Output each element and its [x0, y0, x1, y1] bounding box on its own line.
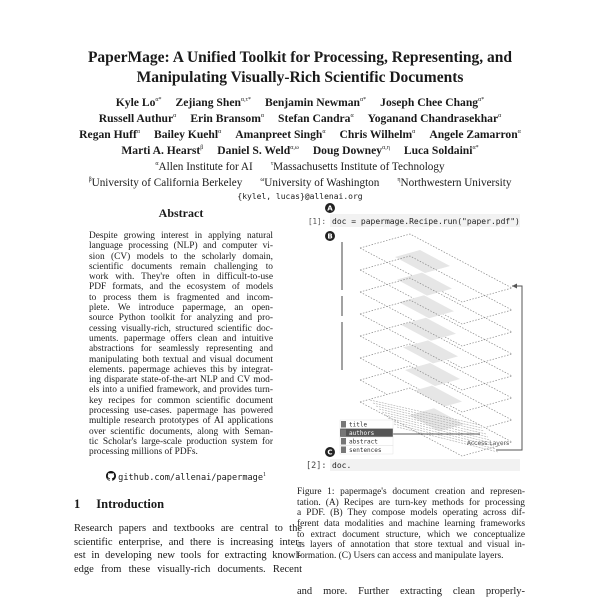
- property-icon: [341, 438, 346, 445]
- author-affiliation-mark: α: [517, 129, 521, 135]
- affiliations: [0, 159, 600, 191]
- author: [313, 144, 390, 157]
- property-icon: [341, 421, 346, 428]
- text-line: Figure 1: papermage's document creation and represen-: [297, 487, 525, 497]
- layer-box: [401, 318, 456, 341]
- text-line: tic Scholar's large-scale production system for: [89, 436, 273, 447]
- text-line: multiple research prototypes of AI applications: [89, 416, 273, 427]
- menu-item-label[interactable]: sentences: [349, 447, 382, 454]
- text-line: plete. We introduce papermage, an open-: [89, 303, 273, 314]
- layer-box: [395, 250, 450, 273]
- author: [99, 112, 177, 125]
- author-name: Joseph Chee Chang: [380, 96, 479, 109]
- github-icon: [106, 471, 116, 481]
- affiliation-mark: β: [88, 177, 92, 183]
- affiliation-name: Northwestern University: [400, 177, 512, 189]
- figure-caption: [297, 487, 525, 562]
- section-number: 1: [74, 497, 81, 511]
- text-line: source Python toolkit for analyzing and pro-: [89, 313, 273, 324]
- text-line: processing use-cases. papermage has powered: [89, 406, 273, 417]
- code-line-2: doc.: [332, 461, 352, 470]
- abstract-heading: Abstract: [158, 206, 204, 220]
- text-line: els into a unified framework, and provides turn-: [89, 385, 273, 396]
- text-line: to process them is fragmented and incom-: [89, 292, 273, 303]
- text-line: a PDF. (B) They compose models operating across dif-: [297, 508, 525, 519]
- author-affiliation-mark: α*: [478, 97, 485, 103]
- author: [154, 128, 221, 141]
- author: [190, 112, 264, 125]
- affiliation-mark: τ: [270, 161, 274, 167]
- author: [79, 128, 140, 141]
- text-line: manipulating both textual and visual document: [89, 354, 273, 365]
- author-line: [0, 95, 600, 111]
- layer-box: [399, 295, 454, 318]
- affiliation-mark: α: [155, 161, 159, 167]
- text-line: uments. papermage offers clean and intuitive: [89, 333, 273, 344]
- author-name: Erin Bransom: [190, 112, 261, 125]
- affiliation-mark: η: [397, 177, 401, 183]
- author: [380, 96, 484, 109]
- author-list: [0, 95, 600, 159]
- author-affiliation-mark: α: [136, 129, 140, 135]
- author-name: Kyle Lo: [115, 96, 156, 109]
- text-line: Despite growing interest in applying natural: [89, 231, 273, 241]
- property-icon: [341, 447, 346, 454]
- affiliation: [155, 161, 252, 173]
- label-c: C: [327, 448, 333, 457]
- right-body: [297, 585, 525, 599]
- affiliation: [271, 161, 445, 173]
- author-line: [0, 127, 600, 143]
- author-name: Benjamin Newman: [264, 96, 360, 109]
- author-name: Russell Authur: [98, 112, 174, 125]
- affiliation: [260, 177, 379, 189]
- title-line-2: Manipulating Visually-Rich Scientific Documents: [136, 69, 464, 86]
- affiliation: [89, 177, 243, 189]
- author-affiliation-mark: α,ω: [290, 145, 299, 151]
- text-line: key recipes for common scientific document: [89, 395, 273, 406]
- text-line: PDF formats, and the ecosystem of models: [89, 282, 273, 293]
- author-affiliation-mark: α,τ*: [240, 97, 251, 103]
- text-line: ferent data modalities and machine learning frameworks: [297, 519, 525, 530]
- author-name: Doug Downey: [312, 144, 383, 157]
- section-title: Introduction: [96, 497, 165, 511]
- text-line: to extract document structure, which we conceptualize: [297, 529, 525, 540]
- author: [121, 144, 203, 157]
- label-b: B: [327, 232, 333, 241]
- author-affiliation-mark: α: [322, 129, 326, 135]
- author-affiliation-mark: β: [200, 145, 204, 151]
- author-name: Luca Soldaini: [403, 144, 473, 157]
- text-line: Research papers and textbooks are central to the: [74, 523, 302, 534]
- author-name: Regan Huff: [79, 128, 137, 141]
- menu-item-label[interactable]: abstract: [349, 438, 378, 446]
- author: [278, 112, 354, 125]
- text-line: processing millions of PDFs.: [89, 447, 198, 458]
- text-line: sion (CV) models to the scholarly domain,: [89, 251, 273, 262]
- author: [116, 96, 162, 109]
- text-line: tation. (A) Recipes are turn-key methods for processing: [297, 497, 525, 508]
- menu-item-label[interactable]: authors: [349, 430, 375, 437]
- intro-heading: [74, 497, 164, 511]
- text-line: formation. (C) Users can access and manipulate layers.: [297, 551, 504, 562]
- text-line: scientific documents remain challenging to: [89, 261, 273, 272]
- author-line: [0, 143, 600, 159]
- text-line: scientific enterprise, and there is increasing inter-: [74, 536, 302, 548]
- author-name: Angele Zamarron: [429, 128, 518, 141]
- affiliation-name: University of Washington: [264, 177, 380, 189]
- text-line: abstractions for seamlessly representing and: [89, 344, 273, 355]
- code-cell-2: [330, 459, 520, 471]
- github-link[interactable]: [106, 471, 266, 484]
- autocomplete-menu: [340, 420, 393, 454]
- text-line: as layers of annotation that store textual and visual in-: [297, 540, 525, 551]
- author-name: Zejiang Shen: [175, 96, 241, 109]
- affiliation-line: [0, 175, 600, 191]
- text-line: cessing visually-rich, structured scientific doc-: [89, 323, 273, 334]
- affiliation-line: [0, 159, 600, 175]
- text-line: elements. papermage achieves this by integrat-: [89, 364, 273, 375]
- text-line: and more. Further extracting clean properly-: [297, 586, 525, 597]
- affiliation: [397, 177, 511, 189]
- text-line: over scientific documents, along with Seman-: [89, 426, 273, 437]
- layer-box: [403, 340, 458, 363]
- author-name: Chris Wilhelm: [339, 128, 413, 141]
- affiliation-name: Allen Institute for AI: [158, 161, 253, 173]
- paper-title: [0, 48, 600, 88]
- author-affiliation-mark: α: [350, 113, 354, 119]
- author: [368, 112, 502, 125]
- author-name: Bailey Kuehl: [153, 128, 219, 141]
- author-name: Stefan Candra: [278, 112, 351, 125]
- affiliation-name: University of California Berkeley: [91, 177, 243, 189]
- author-name: Daniel S. Weld: [217, 144, 291, 157]
- text-line: ing disparate state-of-the-art NLP and CV mod-: [89, 375, 273, 386]
- author-affiliation-mark: α*: [472, 145, 479, 151]
- author-affiliation-mark: α: [498, 113, 502, 119]
- figure-illustration: [300, 200, 540, 474]
- author-affiliation-mark: α: [260, 113, 265, 119]
- menu-item-label[interactable]: title: [349, 421, 368, 429]
- github-url[interactable]: github.com/allenai/papermage: [118, 473, 264, 483]
- access-layers-label: Access Layers: [466, 440, 510, 447]
- author-affiliation-mark: α: [412, 129, 416, 135]
- author-affiliation-mark: α: [173, 113, 177, 119]
- text-line: est in developing new tools for extracting knowl-: [74, 550, 302, 561]
- intro-body: [74, 522, 302, 576]
- text-line: edge from these visually-rich documents. Recent: [74, 563, 302, 575]
- author: [217, 144, 299, 157]
- author-line: [0, 111, 600, 127]
- figure-1: [300, 200, 540, 474]
- title-line-1: PaperMage: A Unified Toolkit for Processing, Representing, and: [87, 49, 513, 66]
- arrow-head: [512, 284, 517, 289]
- author-affiliation-mark: α*: [360, 97, 367, 103]
- author-name: Amanpreet Singh: [235, 128, 323, 141]
- abstract-body: [89, 231, 273, 458]
- author-affiliation-mark: α: [218, 129, 222, 135]
- author: [235, 128, 325, 141]
- footnote-mark: 1: [263, 472, 267, 479]
- author: [339, 128, 415, 141]
- author-name: Marti A. Hearst: [121, 144, 201, 157]
- layer-box: [397, 273, 452, 296]
- author-affiliation-mark: α*: [155, 97, 162, 103]
- author: [176, 96, 251, 109]
- affiliation-name: Massachusetts Institute of Technology: [273, 161, 445, 173]
- author-name: Yoganand Chandrasekhar: [367, 112, 499, 125]
- access-arrow: [496, 286, 522, 450]
- author: [404, 144, 479, 157]
- code-prompt-2: [2]:: [306, 461, 327, 471]
- text-line: work with. They're often in difficult-to-use: [89, 272, 273, 283]
- code-prompt-1: [1]:: [308, 217, 327, 226]
- email: {kylel, lucas}@allenai.org: [237, 192, 363, 201]
- author-affiliation-mark: α,η: [382, 145, 390, 151]
- text-line: language processing (NLP) and computer vi-: [89, 241, 273, 252]
- author: [265, 96, 366, 109]
- author: [429, 128, 521, 141]
- property-icon: [341, 430, 346, 437]
- code-line-1: doc = papermage.Recipe.run("paper.pdf"): [332, 217, 520, 226]
- label-a: A: [327, 204, 333, 213]
- affiliation-mark: ω: [260, 177, 265, 183]
